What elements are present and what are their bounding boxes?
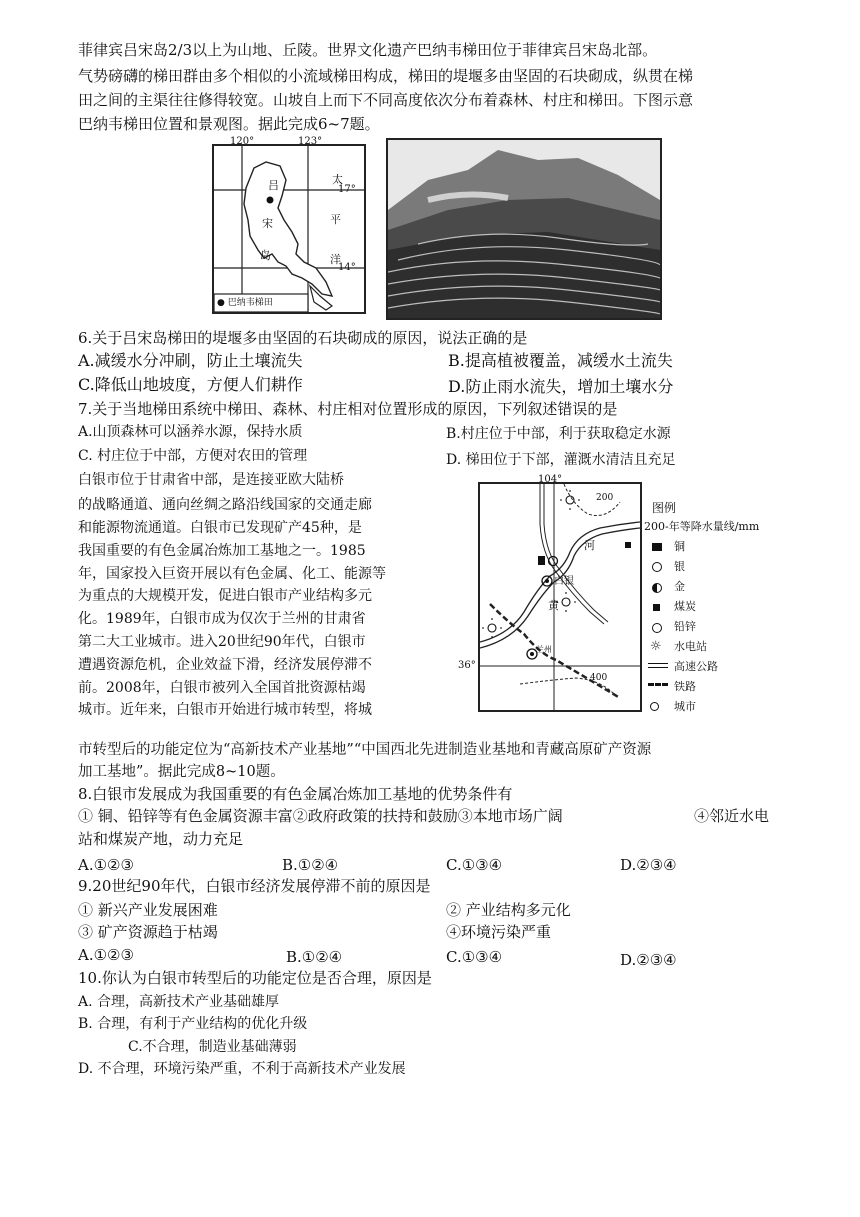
q9-option-d[interactable]: D.②③④ bbox=[620, 951, 677, 969]
intro1-line3: 田之间的主渠往往修得较宽。山坡自上而下不同高度依次分布着森林、村庄和梯田。下图示意 bbox=[78, 91, 694, 109]
q7-option-b[interactable]: B.村庄位于中部，利于获取稳定水源 bbox=[446, 426, 671, 442]
lon-120-label: 120° bbox=[230, 136, 255, 147]
q8-option-c[interactable]: C.①③④ bbox=[446, 856, 503, 874]
ocean-char-2: 平 bbox=[330, 213, 341, 226]
isohyet-400-label: 400 bbox=[590, 673, 608, 683]
q9-item-2: ② 产业结构多元化 bbox=[446, 901, 571, 919]
intro2-line1: 白银市位于甘肃省中部，是连接亚欧大陆桥 bbox=[78, 472, 344, 488]
q10-stem: 10.你认为白银市转型后的功能定位是否合理，原因是 bbox=[78, 969, 432, 987]
q6-option-a[interactable]: A.减缓水分冲刷，防止土壤流失 bbox=[78, 351, 303, 370]
q8-option-b[interactable]: B.①②④ bbox=[282, 856, 339, 874]
q8-stem: 8.白银市发展成为我国重要的有色金属冶炼加工基地的优势条件有 bbox=[78, 785, 513, 803]
lead-zinc-symbol bbox=[549, 557, 558, 566]
baiyin-map-legend bbox=[644, 500, 784, 715]
q9-item-3: ③ 矿产资源趋于枯竭 bbox=[78, 923, 218, 941]
terrace-landscape-photo bbox=[386, 138, 662, 320]
q9-item-1: ① 新兴产业发展困难 bbox=[78, 901, 218, 919]
q6-option-c[interactable]: C.降低山地坡度，方便人们耕作 bbox=[78, 375, 303, 394]
copper-legend-icon bbox=[652, 543, 662, 551]
q10-option-c[interactable]: C.不合理，制造业基础薄弱 bbox=[128, 1039, 297, 1055]
intro2-line11: 城市。近年来，白银市开始进行城市转型，将城 bbox=[78, 702, 372, 718]
lat-36-label: 36° bbox=[458, 660, 476, 671]
intro2-line8: 第二大工业城市。进入20世纪90年代，白银市 bbox=[78, 634, 366, 650]
q7-stem: 7.关于当地梯田系统中梯田、森林、村庄相对位置形成的原因，下列叙述错误的是 bbox=[78, 400, 618, 418]
intro2-line13: 加工基地”。据此完成8~10题。 bbox=[78, 764, 285, 780]
luzon-location-map bbox=[212, 136, 366, 314]
highway-legend-icon bbox=[648, 663, 668, 668]
intro2-line4: 我国重要的有色金属冶炼加工基地之一。1985 bbox=[78, 543, 366, 559]
silver-legend-icon bbox=[652, 562, 662, 572]
lon-104-label: 104° bbox=[538, 474, 563, 485]
q8-option-d[interactable]: D.②③④ bbox=[620, 856, 677, 874]
q10-option-a[interactable]: A. 合理，高新技术产业基础雄厚 bbox=[78, 994, 280, 1010]
q9-option-a[interactable]: A.①②③ bbox=[78, 946, 134, 964]
q9-item-4: ④环境污染严重 bbox=[446, 923, 552, 941]
map1-legend: ● 巴纳韦梯田 bbox=[217, 298, 273, 308]
baiyin-resource-map bbox=[458, 474, 642, 712]
intro2-line2: 的战略通道、通向丝绸之路沿线国家的交通走廊 bbox=[78, 497, 372, 513]
q8-options-line1: ① 铜、铅锌等有色金属资源丰富②政府政策的扶持和鼓励③本地市场广阔 bbox=[78, 807, 563, 825]
lat-17-label: 17° bbox=[338, 184, 356, 195]
q7-option-a[interactable]: A.山顶森林可以涵养水源，保持水质 bbox=[78, 424, 303, 440]
ocean-char-3: 洋 bbox=[330, 253, 341, 266]
legend-hydropower: 水电站 bbox=[674, 640, 707, 653]
intro2-line9: 遭遇资源危机，企业效益下滑，经济发展停滞不 bbox=[78, 657, 372, 673]
isohyet-200-label: 200 bbox=[596, 493, 614, 503]
intro2-line7: 化。1989年，白银市成为仅次于兰州的甘肃省 bbox=[78, 611, 366, 627]
legend-city: 城市 bbox=[674, 700, 696, 713]
q10-option-b[interactable]: B. 合理，有利于产业结构的优化升级 bbox=[78, 1016, 308, 1032]
intro2-line3: 和能源物流通道。白银市已发现矿产45种，是 bbox=[78, 520, 362, 536]
river-label-2: 黄 bbox=[548, 599, 559, 612]
coal-legend-icon bbox=[653, 604, 660, 611]
luzon-map-svg bbox=[214, 146, 364, 312]
lon-123-label: 123° bbox=[298, 136, 323, 147]
island-char-2: 宋 bbox=[262, 217, 273, 230]
banaue-location-dot bbox=[267, 197, 274, 204]
q9-option-b[interactable]: B.①②④ bbox=[286, 948, 343, 966]
intro1-line4: 巴纳韦梯田位置和景观图。据此完成6~7题。 bbox=[78, 115, 380, 133]
intro2-line6: 为重点的大规模开发，促进白银市产业结构多元 bbox=[78, 588, 372, 604]
legend-title: 图例 bbox=[652, 501, 677, 515]
city-legend-icon bbox=[650, 702, 659, 711]
legend-highway: 高速公路 bbox=[674, 660, 718, 673]
baiyin-city-label: 白银 bbox=[554, 576, 574, 587]
intro2-line10: 前。2008年，白银市被列入全国首批资源枯竭 bbox=[78, 680, 366, 696]
hydropower-legend-icon: ☼ bbox=[650, 639, 662, 654]
legend-lead-zinc: 铅锌 bbox=[674, 620, 696, 633]
legend-copper: 铜 bbox=[674, 540, 685, 553]
intro2-line12: 市转型后的功能定位为“高新技术产业基地”“中国西北先进制造业基地和青藏高原矿产资源 bbox=[78, 742, 652, 758]
ocean-char-1: 太 bbox=[332, 173, 343, 186]
island-char-3: 岛 bbox=[260, 249, 271, 262]
q8-option-a[interactable]: A.①②③ bbox=[78, 856, 134, 874]
legend-railway: 铁路 bbox=[674, 680, 696, 693]
gold-legend-icon bbox=[652, 583, 662, 593]
railway-legend-icon bbox=[648, 683, 668, 686]
legend-coal: 煤炭 bbox=[674, 600, 696, 613]
coal-symbol bbox=[625, 542, 631, 548]
terrace-landscape-drawing bbox=[388, 140, 660, 318]
legend-isohyet: 200-年等降水量线/mm bbox=[644, 520, 760, 533]
legend-gold: 金 bbox=[674, 580, 685, 593]
baiyin-map-svg bbox=[480, 484, 640, 710]
intro2-line5: 年，国家投入巨资开展以有色金属、化工、能源等 bbox=[78, 566, 386, 582]
intro1-line1: 菲律宾吕宋岛2/3以上为山地、丘陵。世界文化遗产巴纳韦梯田位于菲律宾吕宋岛北部。 bbox=[78, 41, 658, 59]
lead-zinc-legend-icon bbox=[652, 623, 662, 633]
q7-option-c[interactable]: C. 村庄位于中部，方便对农田的管理 bbox=[78, 448, 308, 464]
luzon-island-shape bbox=[244, 162, 332, 296]
q8-options-line1-end: ④邻近水电 bbox=[694, 807, 770, 825]
lat-14-label: 14° bbox=[338, 262, 356, 273]
q9-stem: 9.20世纪90年代，白银市经济发展停滞不前的原因是 bbox=[78, 877, 431, 895]
river-label-1: 河 bbox=[584, 539, 595, 552]
legend-silver: 银 bbox=[674, 560, 685, 573]
q9-option-c[interactable]: C.①③④ bbox=[446, 948, 503, 966]
q8-options-line2: 站和煤炭产地，动力充足 bbox=[78, 830, 244, 848]
lanzhou-city-label: 兰州 bbox=[536, 645, 552, 654]
q6-option-b[interactable]: B.提高植被覆盖，减缓水土流失 bbox=[448, 351, 673, 370]
copper-symbol bbox=[538, 556, 545, 565]
intro1-line2: 气势磅礴的梯田群由多个相似的小流域梯田构成，梯田的堤堰多由坚固的石块砌成，纵贯在梯 bbox=[78, 67, 694, 85]
q10-option-d[interactable]: D. 不合理，环境污染严重，不利于高新技术产业发展 bbox=[78, 1061, 406, 1077]
island-char-1: 吕 bbox=[268, 179, 279, 192]
q6-stem: 6.关于吕宋岛梯田的堤堰多由坚固的石块砌成的原因，说法正确的是 bbox=[78, 329, 528, 347]
q7-option-d[interactable]: D. 梯田位于下部，灌溉水清洁且充足 bbox=[446, 452, 676, 468]
q6-option-d[interactable]: D.防止雨水流失，增加土壤水分 bbox=[448, 377, 674, 396]
